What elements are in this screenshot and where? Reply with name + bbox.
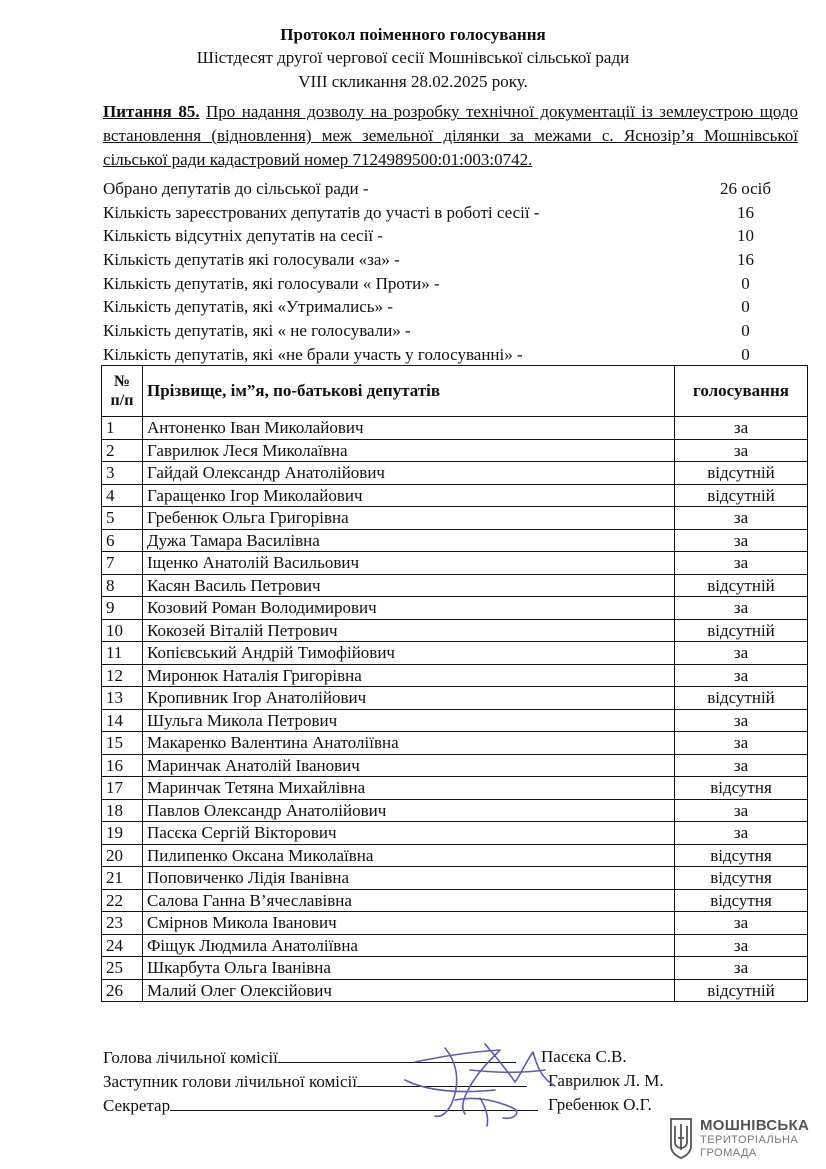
vote-result: відсутній: [675, 619, 808, 642]
stat-value: 0: [741, 344, 750, 364]
deputy-label: Заступник голови лічильної комісії: [103, 1072, 358, 1091]
secretary-name: Гребенюк О.Г.: [548, 1095, 652, 1114]
row-number: 20: [102, 844, 143, 867]
deputy-name: Павлов Олександр Анатолійович: [143, 799, 675, 822]
deputy-name: Іщенко Анатолій Васильович: [143, 552, 675, 575]
deputy-name: Миронюк Наталія Григорівна: [143, 664, 675, 687]
deputy-name: Шульга Микола Петрович: [143, 709, 675, 732]
logo-subtitle: ТЕРИТОРІАЛЬНА: [700, 1134, 799, 1146]
question-number: Питання 85.: [103, 102, 200, 121]
table-row: [102, 529, 808, 552]
stat-row: [103, 319, 803, 343]
vote-result: за: [675, 799, 808, 822]
deputy-name: Гребенюк Ольга Григорівна: [143, 507, 675, 530]
row-number: 14: [102, 709, 143, 732]
vote-statistics: [103, 177, 803, 367]
community-logo: [668, 1116, 818, 1162]
deputy-name: Пилипенко Оксана Миколаївна: [143, 844, 675, 867]
table-row: [102, 619, 808, 642]
header-name: Прізвище, ім”я, по-батькові депутатів: [143, 366, 675, 417]
table-row: [102, 732, 808, 755]
vote-result: за: [675, 642, 808, 665]
vote-result: за: [675, 822, 808, 845]
deputy-name: Маринчак Анатолій Іванович: [143, 754, 675, 777]
table-row: [102, 822, 808, 845]
stat-label: Кількість депутатів, які голосували « Проти» -: [103, 273, 440, 293]
table-row: [102, 912, 808, 935]
vote-result: за: [675, 529, 808, 552]
vote-result: відсутній: [675, 574, 808, 597]
row-number: 26: [102, 979, 143, 1002]
vote-result: відсутня: [675, 777, 808, 800]
vote-result: відсутній: [675, 979, 808, 1002]
header-number-line1: №: [113, 373, 131, 390]
table-body: [102, 417, 808, 1002]
deputy-name: Салова Ганна В’ячеславівна: [143, 889, 675, 912]
document-header: [0, 24, 826, 94]
row-number: 16: [102, 754, 143, 777]
deputy-name: Гаврилюк Л. М.: [548, 1071, 664, 1090]
table-row: [102, 642, 808, 665]
stat-value: 16: [737, 250, 754, 270]
table-row: [102, 957, 808, 980]
deputy-name: Макаренко Валентина Анатоліївна: [143, 732, 675, 755]
stat-value: 26 осіб: [719, 179, 772, 198]
deputy-name: Малий Олег Олексійович: [143, 979, 675, 1002]
table-row: [102, 439, 808, 462]
chair-name: Пасєка С.В.: [541, 1047, 627, 1066]
row-number: 17: [102, 777, 143, 800]
row-number: 10: [102, 619, 143, 642]
table-row: [102, 687, 808, 710]
trident-icon: [668, 1116, 694, 1160]
stat-label: Кількість зареєстрованих депутатів до участі в роботі сесії -: [103, 202, 540, 222]
row-number: 4: [102, 484, 143, 507]
handwritten-signature: [395, 1030, 565, 1130]
row-number: 13: [102, 687, 143, 710]
deputy-name: Антоненко Іван Миколайович: [143, 417, 675, 440]
stat-row: [103, 248, 803, 272]
voting-table: [101, 365, 808, 1002]
table-row: [102, 799, 808, 822]
table-header-row: [102, 366, 808, 417]
table-row: [102, 754, 808, 777]
table-row: [102, 934, 808, 957]
row-number: 6: [102, 529, 143, 552]
stat-row: [103, 272, 803, 296]
stat-value: 10: [737, 226, 754, 246]
table-row: [102, 844, 808, 867]
row-number: 12: [102, 664, 143, 687]
table-row: [102, 417, 808, 440]
stat-label: Кількість депутатів які голосували «за» -: [103, 250, 400, 270]
stat-value: 0: [741, 297, 750, 317]
stat-value: 0: [741, 273, 750, 293]
vote-result: за: [675, 912, 808, 935]
deputy-name: Касян Василь Петрович: [143, 574, 675, 597]
header-number-line2: п/п: [110, 392, 134, 409]
deputy-name: Дужа Тамара Василівна: [143, 529, 675, 552]
stat-label: Обрано депутатів до сільської ради -: [103, 179, 369, 198]
table-row: [102, 867, 808, 890]
deputy-name: Гаращенко Ігор Миколайович: [143, 484, 675, 507]
row-number: 7: [102, 552, 143, 575]
header-number: [102, 366, 143, 417]
deputy-name: Смірнов Микола Іванович: [143, 912, 675, 935]
convocation-subtitle: VIII скликання 28.02.2025 року.: [298, 72, 528, 91]
vote-result: за: [675, 934, 808, 957]
logo-title: МОШНІВСЬКА: [700, 1117, 810, 1134]
row-number: 15: [102, 732, 143, 755]
table-row: [102, 484, 808, 507]
vote-result: за: [675, 709, 808, 732]
vote-result: за: [675, 732, 808, 755]
vote-result: за: [675, 664, 808, 687]
row-number: 22: [102, 889, 143, 912]
vote-result: за: [675, 552, 808, 575]
row-number: 18: [102, 799, 143, 822]
vote-result: відсутня: [675, 867, 808, 890]
row-number: 21: [102, 867, 143, 890]
stat-value: 0: [741, 321, 750, 341]
row-number: 9: [102, 597, 143, 620]
row-number: 8: [102, 574, 143, 597]
deputy-name: Фіщук Людмила Анатоліївна: [143, 934, 675, 957]
row-number: 19: [102, 822, 143, 845]
row-number: 2: [102, 439, 143, 462]
table-row: [102, 664, 808, 687]
table-row: [102, 979, 808, 1002]
row-number: 11: [102, 642, 143, 665]
row-number: 1: [102, 417, 143, 440]
vote-result: відсутній: [675, 484, 808, 507]
vote-result: за: [675, 597, 808, 620]
row-number: 23: [102, 912, 143, 935]
vote-result: відсутній: [675, 687, 808, 710]
table-row: [102, 574, 808, 597]
deputy-name: Кокозей Віталій Петрович: [143, 619, 675, 642]
table-row: [102, 597, 808, 620]
row-number: 25: [102, 957, 143, 980]
vote-result: відсутня: [675, 889, 808, 912]
vote-result: за: [675, 957, 808, 980]
secretary-label: Секретар: [103, 1096, 171, 1115]
vote-result: за: [675, 754, 808, 777]
stat-row: [103, 343, 803, 367]
stat-row: [103, 177, 803, 201]
vote-result: за: [675, 439, 808, 462]
row-number: 24: [102, 934, 143, 957]
deputy-name: Поповиченко Лідія Іванівна: [143, 867, 675, 890]
stat-label: Кількість депутатів, які «Утримались» -: [103, 297, 393, 317]
stat-row: [103, 201, 803, 225]
deputy-name: Копієвський Андрій Тимофійович: [143, 642, 675, 665]
table-row: [102, 552, 808, 575]
vote-result: за: [675, 417, 808, 440]
table-row: [102, 462, 808, 485]
session-subtitle: Шістдесят другої чергової сесії Мошнівської сільської ради: [196, 48, 630, 67]
vote-result: за: [675, 507, 808, 530]
vote-result: відсутній: [675, 462, 808, 485]
deputy-name: Маринчак Тетяна Михайлівна: [143, 777, 675, 800]
deputy-name: Пасєка Сергій Вікторович: [143, 822, 675, 845]
row-number: 3: [102, 462, 143, 485]
chair-label: Голова лічильної комісії: [103, 1048, 278, 1067]
question-text: Про надання дозволу на розробку технічної документації із землеустрою щодо встановлення (відновлення) меж земельної ділянки за межами с. Яснозір’я Мошнівської сільської ради кадастровий номер 7124989500:01:003:0742.: [103, 102, 798, 169]
deputy-name: Шкарбута Ольга Іванівна: [143, 957, 675, 980]
question-block: [103, 100, 798, 172]
stat-value: 16: [737, 202, 754, 222]
table-row: [102, 709, 808, 732]
logo-subtitle-2: ГРОМАДА: [700, 1147, 757, 1159]
header-vote: голосування: [675, 366, 808, 417]
stat-row: [103, 295, 803, 319]
table-row: [102, 889, 808, 912]
deputy-name: Кропивник Ігор Анатолійович: [143, 687, 675, 710]
deputy-name: Козовий Роман Володимирович: [143, 597, 675, 620]
table-row: [102, 777, 808, 800]
vote-result: відсутня: [675, 844, 808, 867]
table-row: [102, 507, 808, 530]
deputy-name: Гайдай Олександр Анатолійович: [143, 462, 675, 485]
stat-label: Кількість депутатів, які «не брали участь у голосуванні» -: [103, 344, 523, 364]
row-number: 5: [102, 507, 143, 530]
stat-label: Кількість відсутніх депутатів на сесії -: [103, 226, 383, 246]
document-title: Протокол поіменного голосування: [280, 25, 546, 44]
stat-row: [103, 224, 803, 248]
deputy-name: Гаврилюк Леся Миколаївна: [143, 439, 675, 462]
stat-label: Кількість депутатів, які « не голосували» -: [103, 321, 411, 341]
